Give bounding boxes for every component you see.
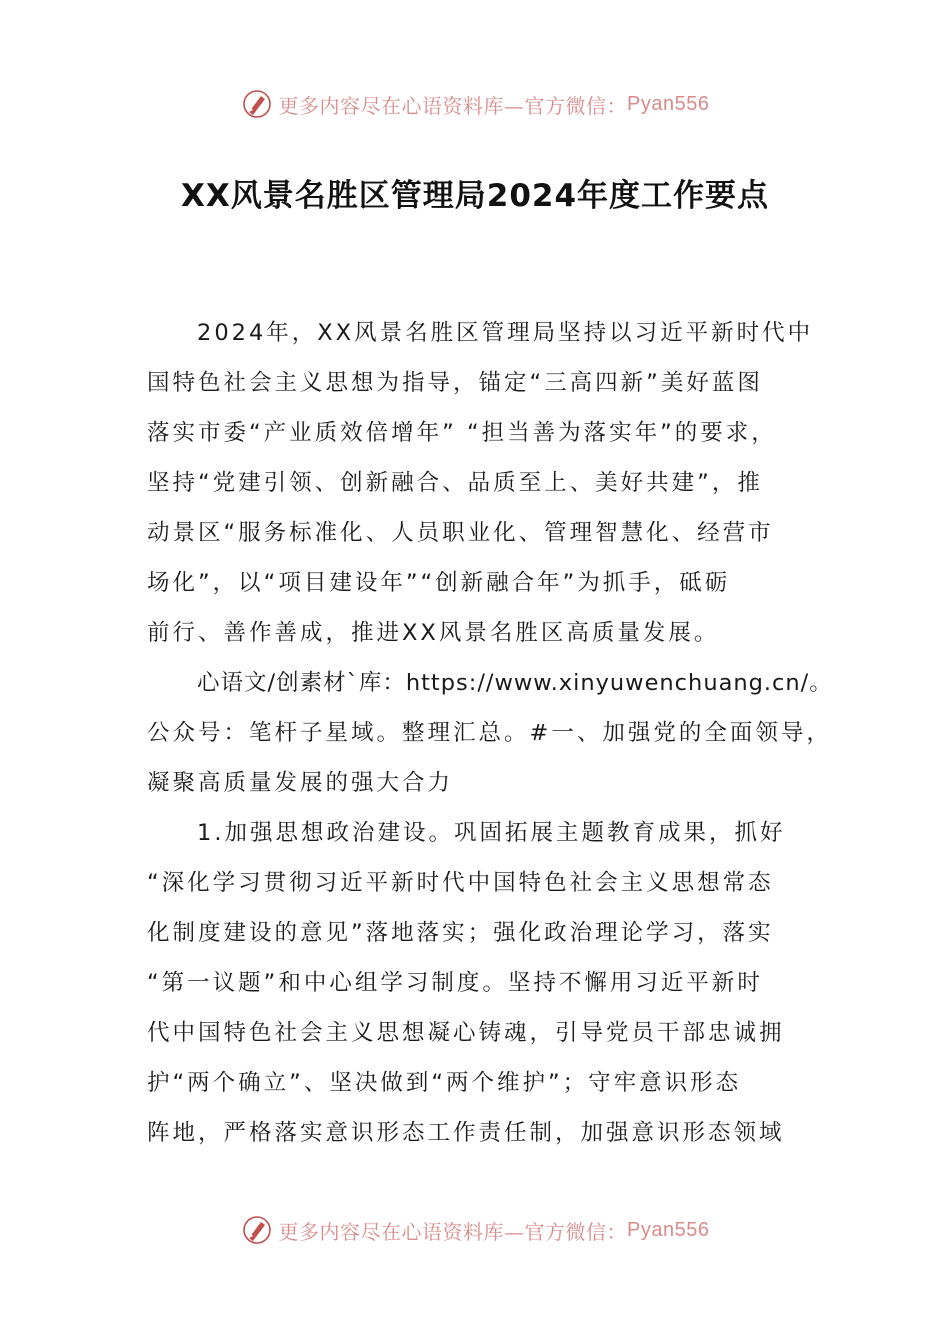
text-line: 阵地，严格落实意识形态工作责任制，加强意识形态领域 [147, 1120, 785, 1146]
text-line: 场化”，以“项目建设年”“创新融合年”为抓手，砥砺 [147, 570, 731, 596]
text-line: 化制度建设的意见”落地落实；强化政治理论学习，落实 [147, 920, 774, 946]
text-line: 2024年，XX风景名胜区管理局坚持以习近平新时代中 [197, 320, 814, 346]
pen-logo-icon [241, 1214, 273, 1246]
text-line: 前行、善作善成，推进XX风景名胜区高质量发展。 [147, 620, 720, 646]
footer-watermark-banner [0, 1210, 950, 1250]
text-line: 落实市委“产业质效倍增年” “担当善为落实年”的要求， [147, 420, 777, 446]
header-watermark-banner [0, 84, 950, 124]
text-line: 坚持“党建引领、创新融合、品质至上、美好共建”，推 [147, 470, 763, 496]
text-line: 护“两个确立”、坚决做到“两个维护”；守牢意识形态 [147, 1070, 742, 1096]
paragraph-source [147, 658, 833, 808]
document-title: XX风景名胜区管理局2024年度工作要点 [180, 178, 770, 214]
text-line: 凝聚高质量发展的强大合力 [147, 770, 454, 796]
text-line: 动景区“服务标准化、人员职业化、管理智慧化、经营市 [147, 520, 774, 546]
text-line: 心语文/创素材`库：https://www.xinyuwenchuang.cn/。 [197, 670, 833, 696]
banner-text: 更多内容尽在心语资料库—官方微信： [278, 93, 628, 118]
banner-wechat-id: Pyan556 [627, 92, 710, 115]
banner-text: 更多内容尽在心语资料库—官方微信： [278, 1219, 628, 1244]
paragraph-section-1 [147, 808, 807, 1158]
document-body [147, 308, 833, 1158]
text-line: “深化学习贯彻习近平新时代中国特色社会主义思想常态 [147, 870, 774, 896]
text-line: “第一议题”和中心组学习制度。坚持不懈用习近平新时 [147, 970, 763, 996]
paragraph-intro [147, 308, 814, 658]
text-line: 1.加强思想政治建设。巩固拓展主题教育成果，抓好 [197, 820, 786, 846]
banner-wechat-id: Pyan556 [627, 1218, 710, 1241]
text-line: 公众号：笔杆子星域。整理汇总。#一、加强党的全面领导， [147, 720, 832, 746]
text-line: 代中国特色社会主义思想凝心铸魂，引导党员干部忠诚拥 [147, 1020, 785, 1046]
pen-logo-icon [241, 88, 273, 120]
text-line: 国特色社会主义思想为指导，锚定“三高四新”美好蓝图 [147, 370, 763, 396]
